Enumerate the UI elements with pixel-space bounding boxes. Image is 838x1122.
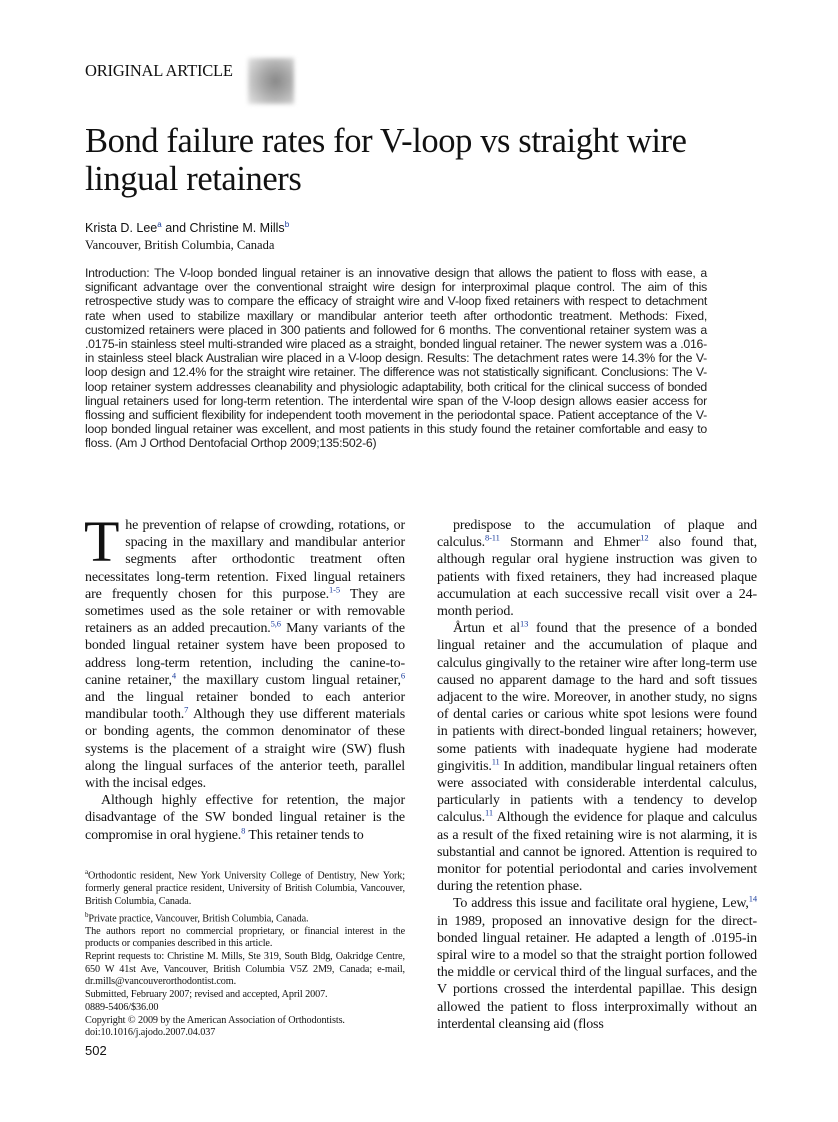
body-text: Årtun et al [453,621,521,637]
footnote-a [85,866,405,909]
citation-link[interactable]: 4 [171,670,176,681]
body-text: and the lingual retainer bonded to each anterior mandibular tooth. [85,690,405,723]
body-column-right [437,517,757,1033]
reprint-requests: Reprint requests to: Christine M. Mills, Ste 319, South Bldg, Oakridge Centre, 650 W 41st Ave, Vancouver, British Columbia V5Z 2M9, Canada; e-mail, dr.mills@vancouverorthodontist.com. [85,951,405,988]
body-text: predispose to the accumulation of plaque and calculus. [437,518,757,551]
body-text: To address this issue and facilitate oral hygiene, Lew, [453,896,749,912]
doi: doi:10.1016/j.ajodo.2007.04.037 [85,1027,216,1039]
citation-link[interactable]: 6 [400,670,405,681]
body-text: Although they use different materials or bonding agents, the common denominator of these systems is the placement of a straight wire (SW) flush along the lingual surfaces of the anterior teeth, parallel with the incisal edges. [85,707,405,792]
body-text: the maxillary custom lingual retainer, [175,672,401,688]
body-paragraph [85,792,405,844]
author-separator: and [161,221,190,236]
body-text: also found that, although regular oral hygiene instruction was given to patients with fixed retainers, they had increased plaque accumulation at each successive recall visit over a 24-month period. [437,535,757,620]
footnotes [85,866,405,1040]
disclosure: The authors report no commercial proprietary, or financial interest in the products or companies described in this article. [85,925,405,950]
submission-dates: Submitted, February 2007; revised and accepted, April 2007. [85,989,328,1001]
article-title: Bond failure rates for V-loop vs straight wire lingual retainers [85,122,687,198]
citation-link[interactable]: 8 [241,825,246,835]
citation-link[interactable]: 13 [520,618,529,629]
body-text: Many variants of the bonded lingual retainer system have been proposed to address long-term retention, including the canine-to-canine retainer, [85,621,405,688]
body-column-left [84,509,405,844]
footnote-b [85,909,405,926]
author-affiliation-mark[interactable]: b [284,220,290,229]
author-name: Krista D. Lee [85,221,158,236]
author-list [85,220,289,235]
footnote-mark: a [85,868,89,876]
body-text: he prevention of relapse of crowding, rotations, or spacing in the maxillary and mandibular anterior segments after orthodontic treatment often necessitates long-term retention. Fixed lingual retainers are frequently chosen for this purpose. [85,518,405,602]
body-text: They are sometimes used as the sole retainer or with removable retainers as an added precaution. [85,586,405,637]
author-affiliation-mark[interactable]: a [157,220,162,229]
footnote-text: Private practice, Vancouver, British Columbia, Canada. [88,912,309,924]
body-paragraph [437,620,757,895]
footnote-text: Orthodontic resident, New York University College of Dentistry, New York; formerly general practice resident, University of British Columbia, Vancouver, British Columbia, Canada. [85,870,405,907]
citation-link[interactable]: 14 [748,893,757,904]
citation-link[interactable]: 8-11 [485,532,500,543]
copyright: Copyright © 2009 by the American Association of Orthodontists. [85,1014,345,1026]
body-paragraph [437,895,757,1033]
body-text: found that the presence of a bonded lingual retainer and the accumulation of plaque and calculus gingivally to the retainer wire after long-term use caused no apparent damage to the hard and soft tissues adjacent to the wire. Moreover, in another study, no signs of dental caries or carious white spot lesions were found in patients with direct-bonded lingual retainers; however, some patients with inadequate hygiene had moderate gingivitis. [437,621,757,774]
body-text: In addition, mandibular lingual retainers often were associated with considerable interdental calculus, particularly in patients with a tendency to develop calculus. [437,758,757,826]
author-name: Christine M. Mills [189,221,285,236]
body-paragraph [437,517,757,620]
citation-link[interactable]: 12 [640,532,649,543]
citation-link[interactable]: 1-5 [329,584,340,595]
header-shade-decoration [248,58,294,104]
author-location: Vancouver, British Columbia, Canada [85,238,275,252]
body-text: Stormann and Ehmer [499,535,641,551]
citation-link[interactable]: 11 [491,756,500,767]
body-text: Although highly effective for retention, the major disadvantage of the SW bonded lingual retainer is the compromise in oral hygiene. [85,793,405,843]
abstract: Introduction: The V-loop bonded lingual retainer is an innovative design that allows the patient to floss with ease, a significant advantage over the conventional straight wire design for interproximal plaque control. The aim of this retrospective study was to compare the efficacy of straight wire and V-loop fixed retainers with respect to detachment rate when used to stabilize maxillary or mandibular anterior teeth after orthodontic treatment. Methods: Fixed, customized retainers were placed in 300 patients and followed for 6 months. The conventional retainer system was a .0175-in stainless steel multi-stranded wire placed as a straight, bonded lingual retainer. The newer system was a .016-in stainless steel black Australian wire placed in a V-loop design. Results: The detachment rates were 14.3% for the V-loop design and 12.4% for the straight wire retainer. The difference was not statistically significant. Conclusions: The V-loop retainer system addresses cleanability and physiologic adaptability, both critical for the clinical success of bonded lingual retainers used for long-term retention. The interdental wire span of the V-loop design allows easier access for flossing and sufficient flexibility for independent tooth movement in the periodontal space. Patient acceptance of the V-loop bonded lingual retainer was excellent, and most patients in this study found the retainer comfortable and easy to floss. (Am J Orthod Dentofacial Orthop 2009;135:502-6) [85,266,707,451]
issn: 0889-5406/$36.00 [85,1001,159,1013]
body-text: This retainer tends to [245,827,364,843]
citation-link[interactable]: 7 [184,704,189,715]
footnote-mark: b [85,910,89,919]
citation-link[interactable]: 11 [485,807,493,818]
citation-link[interactable]: 5,6 [270,618,281,629]
body-text: Although the evidence for plaque and calculus as a result of the fixed retaining wire is not alarming, it is substantial and cannot be ignored. Attention is required to monitor for potential periodontal and caries involvement during the retention phase. [437,810,757,895]
drop-cap: T [84,509,120,574]
section-label: ORIGINAL ARTICLE [85,61,233,80]
body-text: in 1989, proposed an innovative design for the direct-bonded lingual retainer. He adapted a length of .0195-in spiral wire to a model so that the straight portion followed the middle or cervical third of the lingual surfaces, and the V portions crossed the interdental papillae. This design allowed the patient to floss interproximally without an interdental cleansing aid (floss [437,913,757,1032]
body-paragraph [84,509,405,792]
page-number: 502 [85,1043,107,1058]
